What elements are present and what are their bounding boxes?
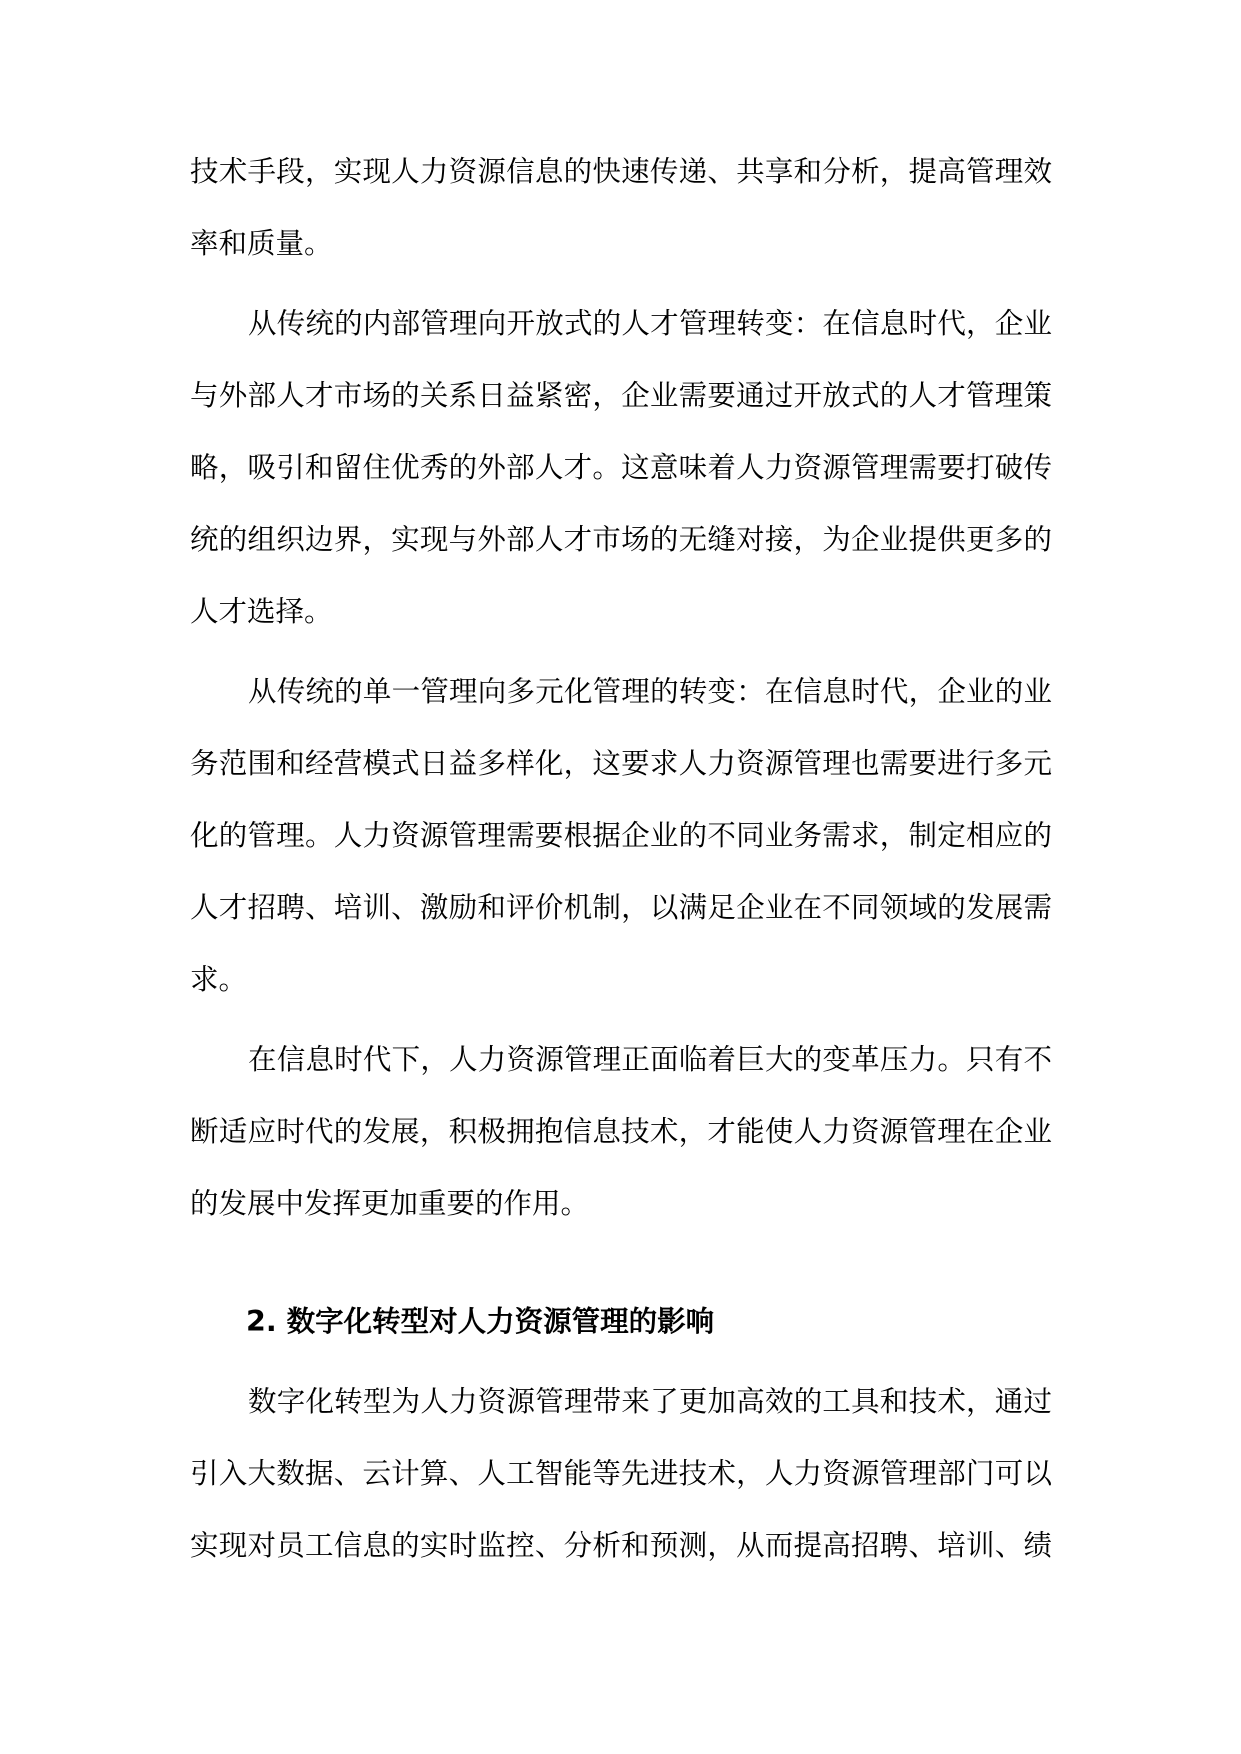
paragraph-line: 在信息时代下，人力资源管理正面临着巨大的变革压力。只有不 xyxy=(248,1043,1052,1076)
paragraph-line: 数字化转型为人力资源管理带来了更加高效的工具和技术，通过 xyxy=(248,1385,1052,1418)
paragraph-line: 从传统的单一管理向多元化管理的转变：在信息时代，企业的业 xyxy=(248,675,1052,708)
paragraph-line: 化的管理。人力资源管理需要根据企业的不同业务需求，制定相应的 xyxy=(190,819,1052,852)
paragraph-line: 技术手段，实现人力资源信息的快速传递、共享和分析，提高管理效 xyxy=(190,155,1052,188)
paragraph-line: 求。 xyxy=(190,963,248,996)
paragraph-line: 与外部人才市场的关系日益紧密，企业需要通过开放式的人才管理策 xyxy=(190,379,1052,412)
paragraph-line: 统的组织边界，实现与外部人才市场的无缝对接，为企业提供更多的 xyxy=(190,523,1052,556)
paragraph-line: 的发展中发挥更加重要的作用。 xyxy=(190,1187,590,1220)
paragraph-line: 务范围和经营模式日益多样化，这要求人力资源管理也需要进行多元 xyxy=(190,747,1052,780)
paragraph-line: 引入大数据、云计算、人工智能等先进技术，人力资源管理部门可以 xyxy=(190,1457,1052,1490)
paragraph-line: 断适应时代的发展，积极拥抱信息技术，才能使人力资源管理在企业 xyxy=(190,1115,1052,1148)
paragraph-line: 从传统的内部管理向开放式的人才管理转变：在信息时代，企业 xyxy=(248,307,1052,340)
paragraph-line: 率和质量。 xyxy=(190,227,333,260)
paragraph-line: 略，吸引和留住优秀的外部人才。这意味着人力资源管理需要打破传 xyxy=(190,451,1052,484)
paragraph-line: 人才选择。 xyxy=(190,595,333,628)
paragraph-line: 人才招聘、培训、激励和评价机制，以满足企业在不同领域的发展需 xyxy=(190,891,1052,924)
paragraph-line: 实现对员工信息的实时监控、分析和预测，从而提高招聘、培训、绩 xyxy=(190,1529,1052,1562)
section-heading: 2. 数字化转型对人力资源管理的影响 xyxy=(246,1305,715,1338)
